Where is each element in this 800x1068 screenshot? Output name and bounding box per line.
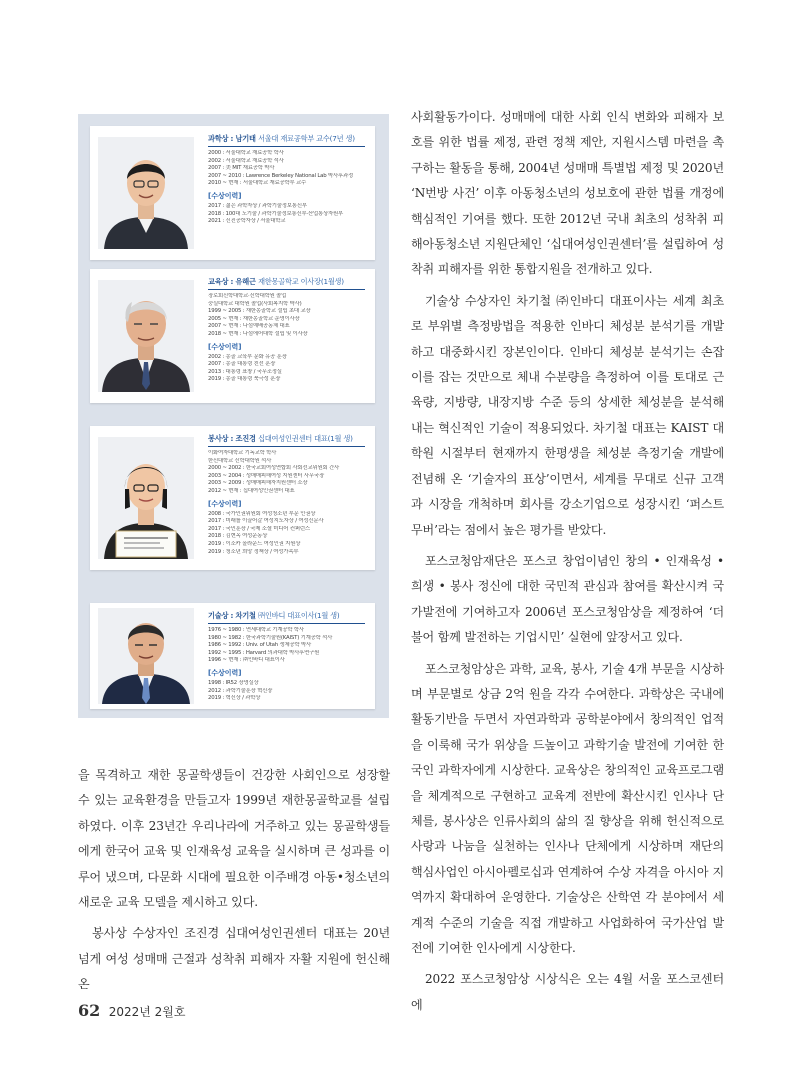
award-line: 2019 : 청소년 희망 정책상 / 여성가족부 (208, 548, 299, 555)
awardee-name-line (208, 434, 365, 447)
awardee-name: 과학상 : 남기태 (208, 134, 256, 143)
award-line: 2019 : 혁신상 / 과학상 (208, 695, 261, 702)
career-line: 2007 ~ 2010 : Lawrence Berkeley National Lab 박사후과정 (208, 172, 354, 179)
awards-heading: [수상이력] (208, 499, 242, 508)
career-line: 2003 ~ 2004 : 성매매피해여성 지원센터 사무국장 (208, 472, 324, 479)
awardee-name-line (208, 611, 365, 624)
career-line: 2012 ~ 현재 : 십대여성인권센터 대표 (208, 487, 295, 494)
portrait-icon (98, 608, 194, 704)
career-line: 이화여자대학교 기독교학 학사 (208, 450, 277, 456)
awardee-name: 기술상 : 차기철 (208, 611, 256, 620)
article-paragraph: 포스코청암상은 과학, 교육, 봉사, 기술 4개 부문을 시상하며 부문별로 상금 2억 원을 각각 수여한다. 과학상은 국내에 활동기반을 두면서 자연과학과 공학분야에서 창의적인 업적을 이룩해 국가 위상을 드높이고 과학기술 발전에 기여한 한국인 과학자에게 시상한다. 교육상은 창의적인 교육프로그램을 체계적으로 구현하고 교육계 전반에 확산시킨 인사나 단체를, 봉사상은 인류사회의 삶의 질 향상을 위해 헌신적으로 사랑과 나눔을 실천하는 인사나 단체에게 시상하며 재단의 핵심사업인 아시아펠로십과 연계하여 수상 자격을 아시아 지역까지 확대하여 운영한다. 기술상은 산학연 각 분야에서 세계적 수준의 기술을 직접 개발하고 사업화하여 국가산업 발전에 기여한 인사에게 시상한다. (411, 661, 724, 955)
career-line: 장로회신학대학교·신학대학원 졸업 (208, 293, 287, 299)
page-footer (78, 1001, 185, 1020)
award-line: 2018 : 100대 노기술 / 과학기술정보통신부·산업통상자원부 (208, 210, 344, 217)
award-line: 2018 : 김현옥 여성운동상 (208, 533, 268, 540)
award-line: 2019 : 몽골 대통령 북극성 훈장 (208, 376, 281, 383)
career-line: 숭실대학교 대학원 졸업(사회복지학 박사) (208, 300, 302, 307)
award-line: 2021 : 신진공학자상 / 서울대학교 (208, 218, 286, 225)
career-line: 1999 ~ 2005 : 재한몽골학교 설립 초대 교장 (208, 308, 311, 315)
portrait-icon (98, 437, 194, 559)
portrait-icon (98, 137, 194, 249)
awardee-photo (98, 280, 194, 392)
awardee-name-line (208, 277, 365, 290)
awardee-card-science (90, 126, 375, 260)
career-line: 2007 : 美 MIT 재료공학 박사 (208, 165, 275, 172)
awardee-title: ㈜인바디 대표이사(1월 생) (258, 611, 340, 620)
award-line: 2007 : 몽골 대통령 친선 훈장 (208, 361, 276, 368)
award-line: 2017 : 미래를 이끌어갈 여성지도자상 / 여성신문사 (208, 518, 324, 525)
award-line: 2017 : 젊은 과학자상 / 과학기술정보통신부 (208, 202, 307, 209)
awardee-name-line (208, 134, 365, 147)
award-line: 2008 : 국가인권위원회 여성청소년 부문 인권상 (208, 510, 316, 517)
award-line: 2019 : 이소카 올라운드 여성인권 지원상 (208, 540, 301, 547)
awardee-card-service (90, 426, 375, 570)
career-line: 1980 ~ 1982 : 한국과학기술원(KAIST) 기계공학 석사 (208, 634, 333, 641)
career-line: 1992 ~ 1995 : Harvard 의과대학 박사후연구원 (208, 649, 320, 656)
career-line: 1996 ~ 현재 : ㈜인바디 대표이사 (208, 657, 285, 664)
award-line: 2017 : 국민훈장 / 국제 소셜 미디어 컨퍼런스 (208, 525, 310, 532)
career-line: 2007 ~ 현재 : 나섬예배공동체 대표 (208, 323, 290, 330)
awards-heading: [수상이력] (208, 342, 242, 351)
career-line: 2002 : 서울대학교 재료공학 석사 (208, 157, 284, 164)
awardee-photo (98, 137, 194, 249)
article-paragraph: 2022 포스코청암상 시상식은 오는 4월 서울 포스코센터에 (411, 972, 724, 1012)
career-line: 2018 ~ 현재 : 나섬에어대학 설립 및 이사장 (208, 330, 308, 337)
award-line: 2013 : 대통령 표창 / 국무조정실 (208, 368, 282, 375)
career-line: 2003 ~ 2009 : 성매매피해자지원센터 소장 (208, 480, 308, 487)
career-line: 한신대학교 신학대학원 석사 (208, 457, 272, 464)
award-line: 2012 : 과학기술훈장 혁신장 (208, 687, 273, 694)
article-paragraph: 기술상 수상자인 차기철 ㈜인바디 대표이사는 세계 최초로 부위별 측정방법을 적용한 인바디 체성분 분석기를 개발하고 대중화시킨 장본인이다. 인바디 체성분 분석기는 손잡이를 잡는 것만으로 체내 수분량을 측정하여 이를 토대로 근육량, 지방량, 내장지방 수준 등의 상세한 체성분을 분석해 내는 혁신적인 기술이 적용되었다. 차기철 대표는 KAIST 대학원 시절부터 현재까지 한평생을 체성분 측정기술 개발에 전념해 온 ‘기술자의 표상’이면서, 세계를 무대로 신규 고객과 시장을 개척하며 회사를 강소기업으로 성장시킨 ‘퍼스트 무버’라는 점에서 높은 평가를 받았다. (411, 293, 724, 537)
award-line: 2002 : 몽골 교육부 문화 유공 훈장 (208, 353, 287, 360)
awardee-title: 십대여성인권센터 대표(1월 생) (258, 434, 353, 443)
awards-heading: [수상이력] (208, 668, 242, 677)
portrait-icon (98, 280, 194, 392)
award-line: 1998 : IR52 장영실상 (208, 679, 259, 686)
awardee-title: 재한몽골학교 이사장(1월생) (258, 277, 344, 286)
awardee-panel (78, 114, 389, 718)
awardee-name: 교육상 : 유해근 (208, 277, 256, 286)
awardee-card-education (90, 269, 375, 403)
awardee-card-technology (90, 603, 375, 709)
article-paragraph: 포스코청암재단은 포스코 창업이념인 창의 • 인재육성 • 희생 • 봉사 정신에 대한 국민적 관심과 참여를 확산시켜 국가발전에 기여하고자 2006년 포스코청암상을 제정하여 ‘더불어 함께 발전하는 기업시민’ 실현에 앞장서고 있다. (411, 553, 724, 645)
awards-heading: [수상이력] (208, 191, 242, 200)
article-paragraph: 사회활동가이다. 성매매에 대한 사회 인식 변화와 피해자 보호를 위한 법률 제정, 관련 정책 제안, 지원시스템 마련을 촉구하는 활동을 통해, 2004년 성매매 특별법 제정 및 2020년 ‘N번방 사건’ 이후 아동청소년의 성보호에 관한 법률 개정에 핵심적인 기여를 했다. 또한 2012년 국내 최초의 성착취 피해아동청소년 지원단체인 ‘십대여성인권센터’를 설립하여 성착취 피해자를 위한 통합지원을 전개하고 있다. (411, 110, 724, 277)
career-line: 1986 ~ 1992 : Univ. of Utah 생체공학 박사 (208, 642, 312, 649)
career-line: 2000 ~ 2002 : 한국교회여성연합회 사회선교위원회 간사 (208, 465, 339, 472)
awardee-title: 서울대 재료공학부 교수(7년 생) (258, 134, 355, 143)
article-paragraph: 봉사상 수상자인 조진경 십대여성인권센터 대표는 20년 넘게 여성 성매매 근절과 성착취 피해자 자활 지원에 헌신해 온 (78, 926, 390, 992)
page-number: 62 (78, 1001, 101, 1020)
article-paragraph: 을 목격하고 재한 몽골학생들이 건강한 사회인으로 성장할 수 있는 교육환경을 만들고자 1999년 재한몽골학교를 설립하였다. 이후 23년간 우리나라에 거주하고 있는 몽골학생들에게 한국어 교육 및 인재육성 교육을 실시하며 큰 성과를 이루어 냈으며, 다문화 시대에 필요한 이주배경 아동•청소년의 새로운 교육 모델을 제시하고 있다. (78, 768, 390, 910)
issue-label: 2022년 2월호 (108, 1005, 186, 1019)
career-line: 1976 ~ 1980 : 연세대학교 기계공학 학사 (208, 627, 304, 633)
article-column-left (78, 763, 390, 998)
career-line: 2005 ~ 현재 : 재한몽골학교 운영이사장 (208, 315, 300, 322)
awardee-photo (98, 437, 194, 559)
awardee-photo (98, 608, 194, 704)
career-line: 2010 ~ 현재 : 서울대학교 재료공학부 교수 (208, 180, 307, 187)
career-line: 2000 : 서울대학교 재료공학 학사 (208, 150, 284, 156)
awardee-name: 봉사상 : 조진경 (208, 434, 256, 443)
article-column-right (411, 105, 724, 1018)
